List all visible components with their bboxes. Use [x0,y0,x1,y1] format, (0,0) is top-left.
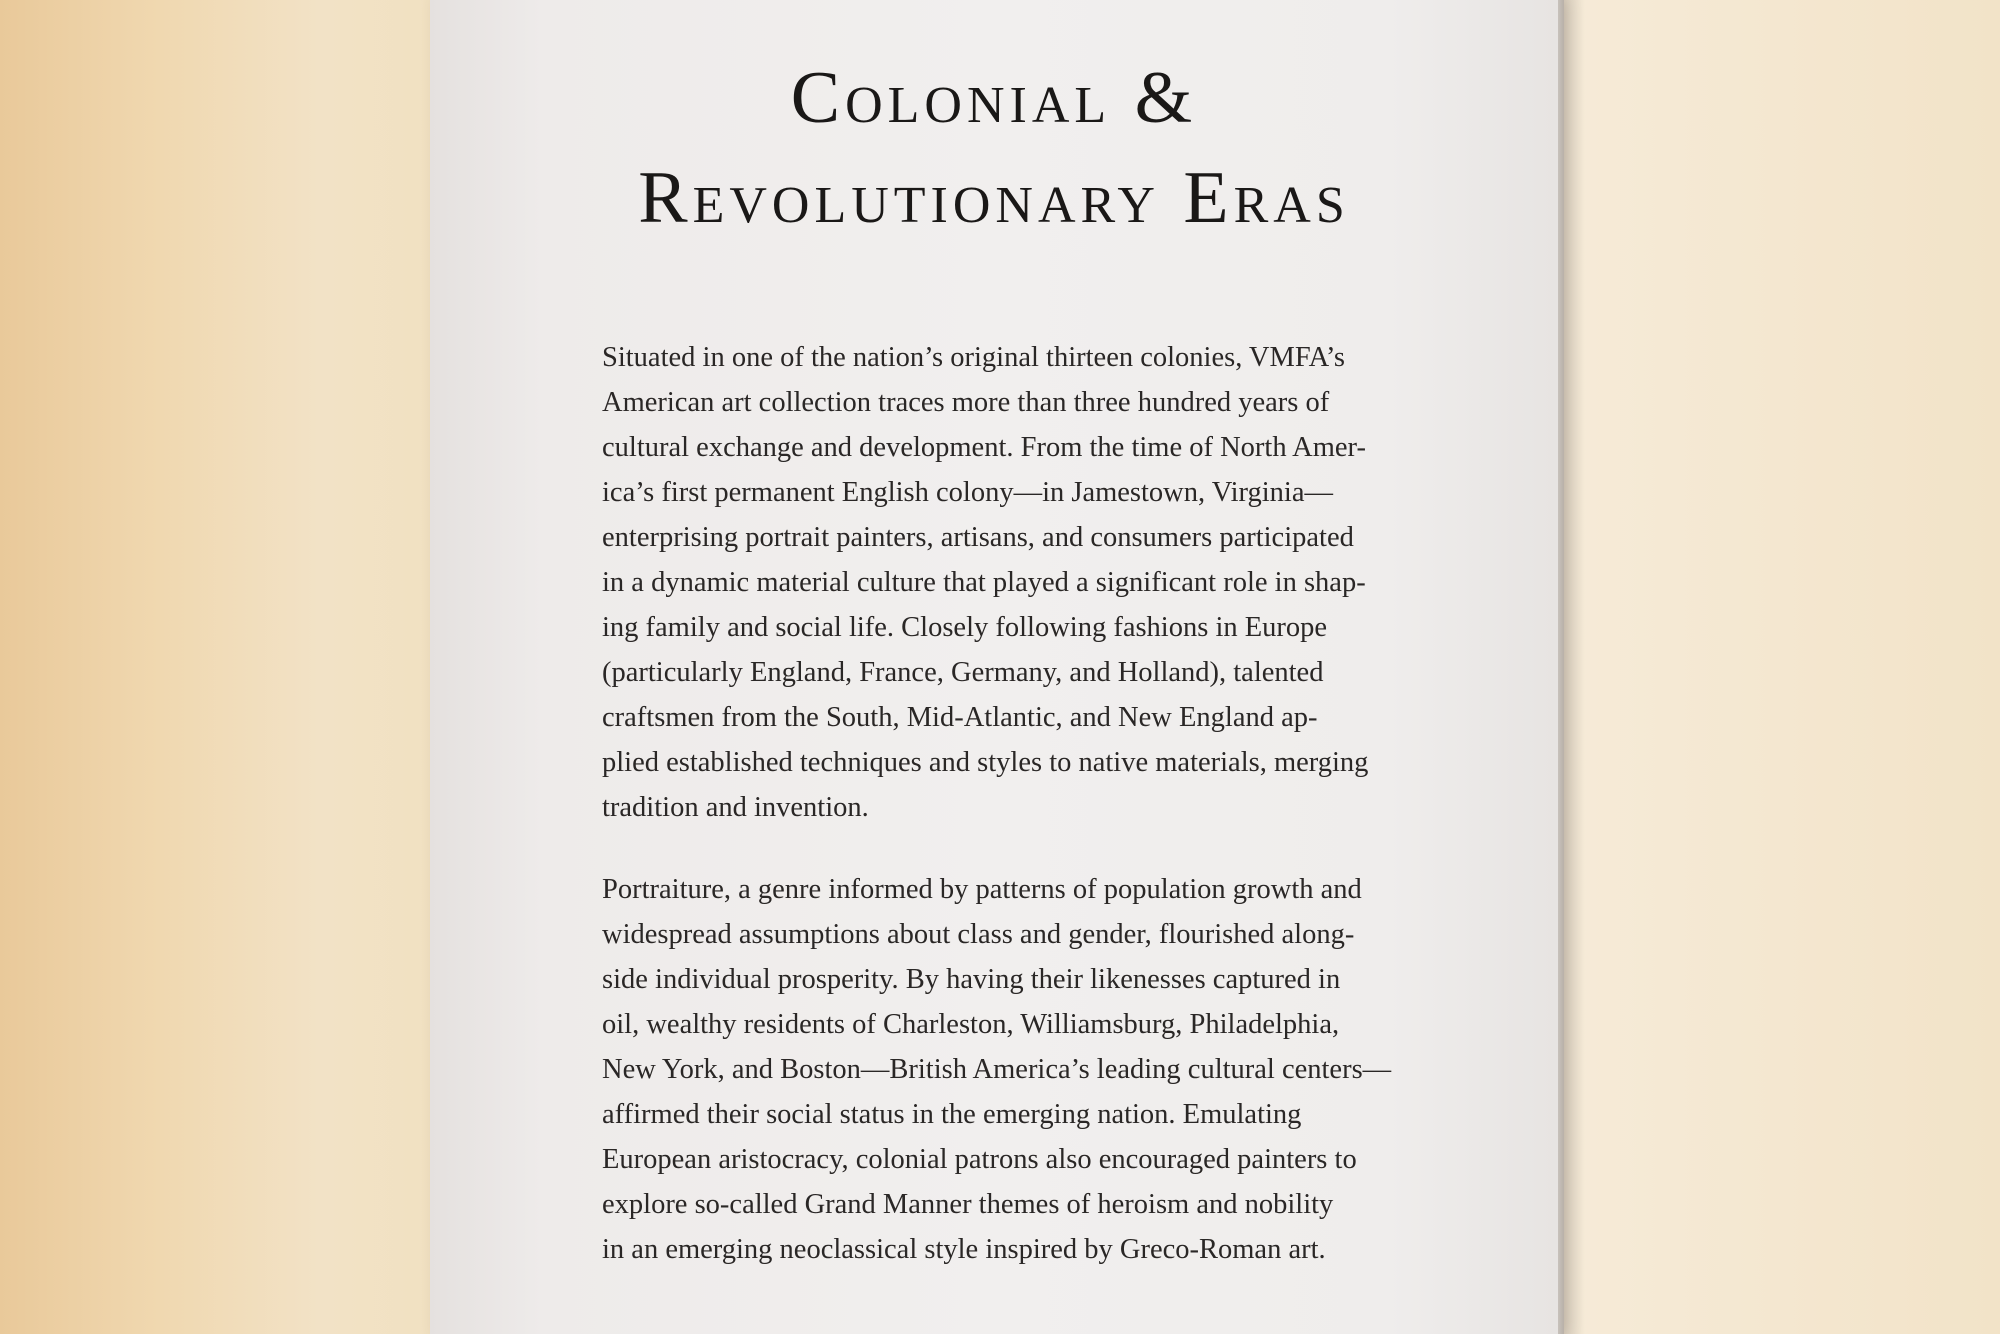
wall-sign-panel [430,0,1558,1334]
text-line: plied established techniques and styles to native materials, merging [602,747,1369,778]
text-line: side individual prosperity. By having their likenesses captured in [602,964,1341,995]
text-line: widespread assumptions about class and gender, flourished along- [602,919,1355,950]
text-line: in a dynamic material culture that played a significant role in shap- [602,567,1366,598]
text-line: explore so-called Grand Manner themes of heroism and nobility [602,1189,1334,1220]
text-line: Situated in one of the nation’s original thirteen colonies, VMFA’s [602,342,1346,373]
text-line: oil, wealthy residents of Charleston, Williamsburg, Philadelphia, [602,1009,1340,1040]
sign-title-line-2: Revolutionary Eras [638,157,1350,239]
sign-body [602,335,1442,1272]
text-line: tradition and invention. [602,792,869,823]
paragraph-1 [602,335,1442,830]
paragraph-2 [602,867,1442,1272]
sign-title-line-1: Colonial & [790,57,1198,139]
text-line: Portraiture, a genre informed by patterns of population growth and [602,874,1362,905]
sign-title [430,48,1558,248]
text-line: enterprising portrait painters, artisans, and consumers participated [602,522,1354,553]
text-line: ica’s first permanent English colony—in Jamestown, Virginia— [602,477,1333,508]
text-line: European aristocracy, colonial patrons also encouraged painters to [602,1144,1357,1175]
text-line: American art collection traces more than three hundred years of [602,387,1330,418]
text-line: craftsmen from the South, Mid-Atlantic, and New England ap- [602,702,1318,733]
text-line: affirmed their social status in the emerging nation. Emulating [602,1099,1302,1130]
text-line: ing family and social life. Closely following fashions in Europe [602,612,1328,643]
text-line: New York, and Boston—British America’s leading cultural centers— [602,1054,1392,1085]
text-line: cultural exchange and development. From the time of North Amer- [602,432,1366,463]
panel-edge [1558,0,1564,1334]
text-line: in an emerging neoclassical style inspired by Greco-Roman art. [602,1234,1326,1265]
text-line: (particularly England, France, Germany, and Holland), talented [602,657,1324,688]
